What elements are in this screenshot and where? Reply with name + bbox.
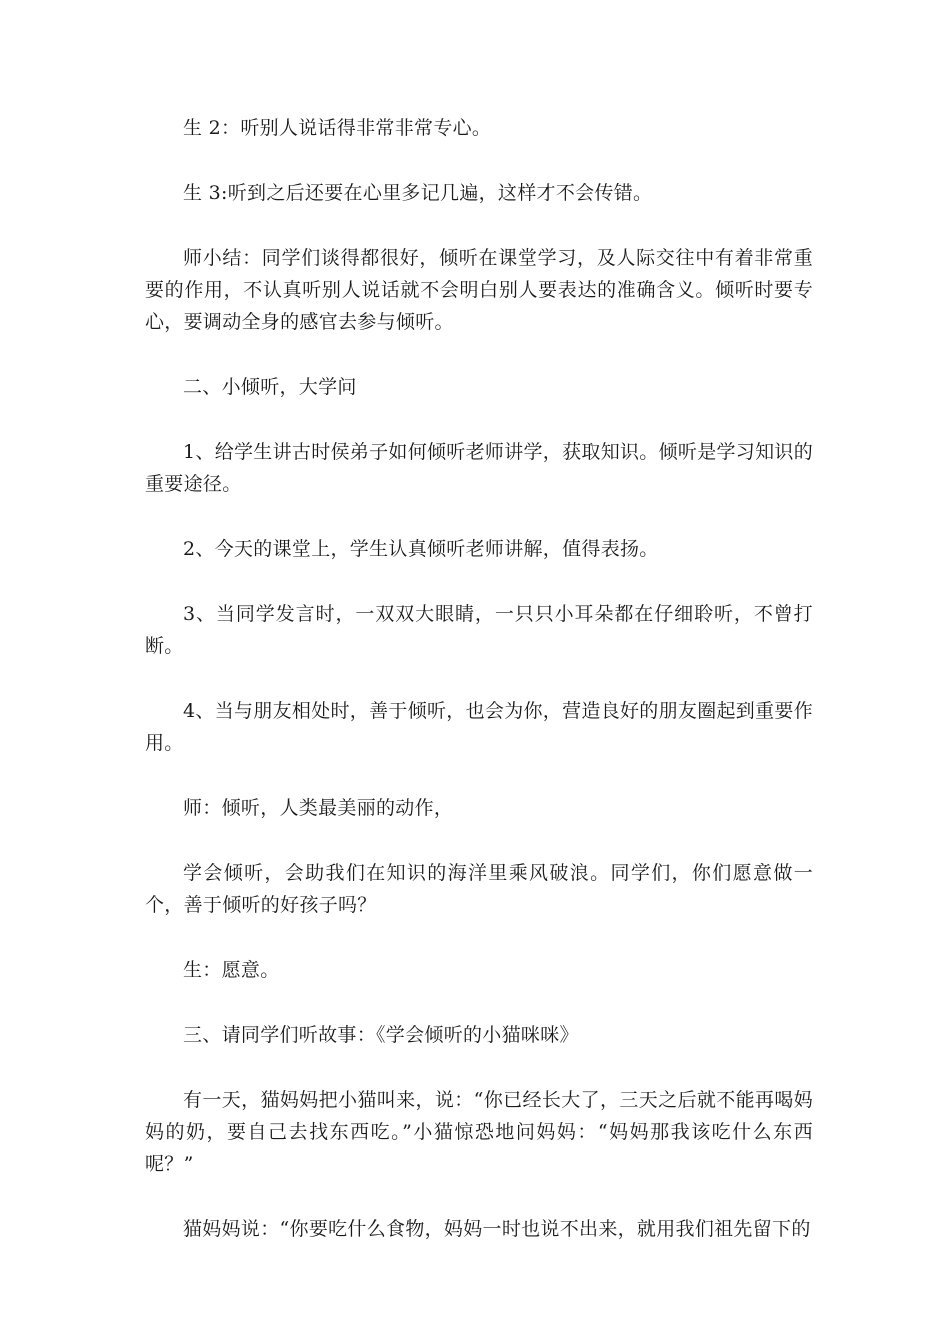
paragraph: 生 2：听别人说话得非常非常专心。	[183, 117, 492, 139]
paragraph: 生：愿意。	[183, 959, 280, 981]
paragraph: 师：倾听，人类最美丽的动作，	[183, 797, 454, 819]
paragraph: 3、当同学发言时，一双双大眼睛，一只只小耳朵都在仔细聆听，不曾打断。	[145, 603, 813, 657]
paragraph: 猫妈妈说：“你要吃什么食物，妈妈一时也说不出来，就用我们祖先留下的	[183, 1218, 811, 1240]
section-heading: 三、请同学们听故事：《学会倾听的小猫咪咪》	[183, 1024, 579, 1046]
document-body	[145, 112, 813, 1278]
paragraph: 1、给学生讲古时侯弟子如何倾听老师讲学，获取知识。倾听是学习知识的重要途径。	[145, 441, 813, 495]
paragraph: 4、当与朋友相处时，善于倾听，也会为你，营造良好的朋友圈起到重要作用。	[145, 700, 813, 754]
paragraph: 师小结：同学们谈得都很好，倾听在课堂学习，及人际交往中有着非常重要的作用，不认真听别人说话就不会明白别人要表达的准确含义。倾听时要专心，要调动全身的感官去参与倾听。	[145, 247, 813, 333]
paragraph: 2、今天的课堂上，学生认真倾听老师讲解，值得表扬。	[183, 538, 659, 560]
paragraph: 学会倾听，会助我们在知识的海洋里乘风破浪。同学们，你们愿意做一个，善于倾听的好孩子吗？	[145, 862, 813, 916]
paragraph: 有一天，猫妈妈把小猫叫来，说：“你已经长大了，三天之后就不能再喝妈妈的奶，要自己去找东西吃。”小猫惊恐地问妈妈：“妈妈那我该吃什么东西呢？”	[145, 1089, 813, 1175]
paragraph: 生 3:听到之后还要在心里多记几遍，这样才不会传错。	[183, 182, 653, 204]
section-heading: 二、小倾听，大学问	[183, 376, 357, 398]
